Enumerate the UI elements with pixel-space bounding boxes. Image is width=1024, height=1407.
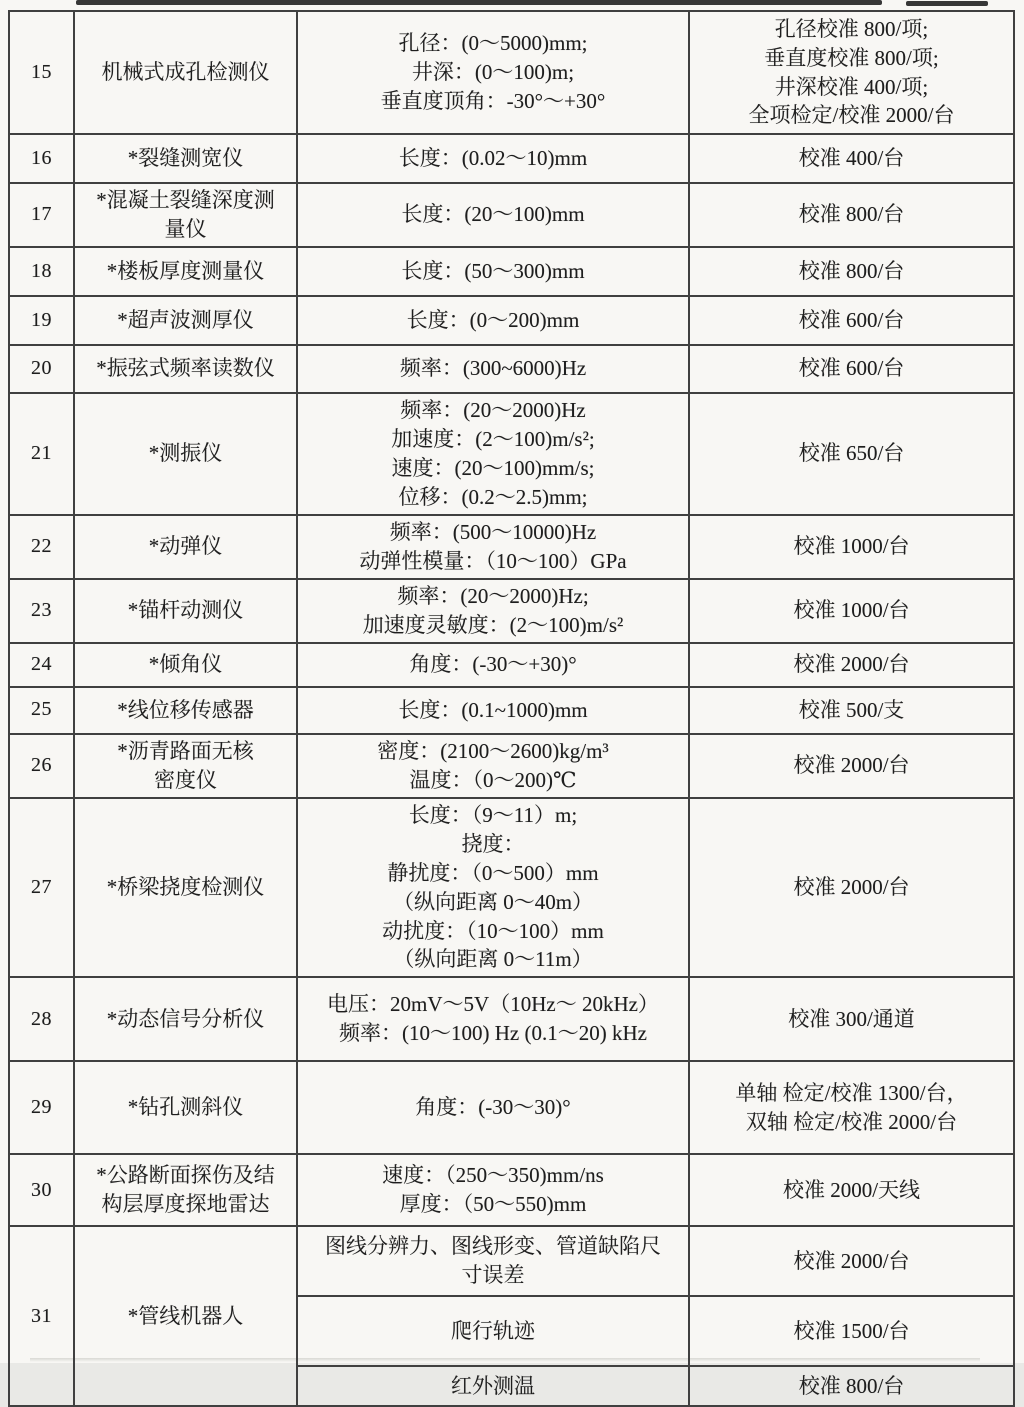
calibration-fee-table (8, 10, 1015, 1407)
table-row (9, 11, 1014, 134)
fee-standard: 校准 800/台 (689, 1366, 1014, 1406)
instrument-name: *混凝土裂缝深度测 量仪 (74, 183, 297, 247)
measurement-range: 长度：（9～11）m; 挠度： 静扰度：（0～500）mm （纵向距离 0～40m） 动扰度：（10～100）mm （纵向距离 0～11m） (297, 798, 689, 978)
measurement-range: 长度：(0.1~1000)mm (297, 687, 689, 734)
table-row (9, 134, 1014, 183)
fee-standard: 校准 1500/台 (689, 1296, 1014, 1366)
fee-standard: 校准 2000/台 (689, 798, 1014, 978)
fee-standard: 校准 500/支 (689, 687, 1014, 734)
measurement-range: 长度：(0～200)mm (297, 296, 689, 345)
fee-standard: 校准 2000/台 (689, 734, 1014, 798)
measurement-range: 速度：（250～350)mm/ns 厚度：（50～550)mm (297, 1154, 689, 1226)
fee-standard: 校准 600/台 (689, 296, 1014, 345)
table-row (9, 798, 1014, 978)
instrument-name: *桥梁挠度检测仪 (74, 798, 297, 978)
fee-standard: 校准 2000/台 (689, 643, 1014, 687)
scan-artifact-bar (76, 0, 882, 5)
row-number: 24 (9, 643, 74, 687)
row-number: 30 (9, 1154, 74, 1226)
fee-standard: 孔径校准 800/项; 垂直度校准 800/项; 井深校准 400/项; 全项检定/校准 2000/台 (689, 11, 1014, 134)
instrument-name: *测振仪 (74, 393, 297, 515)
fee-standard: 校准 800/台 (689, 247, 1014, 296)
fee-standard: 校准 2000/天线 (689, 1154, 1014, 1226)
table-row (9, 1154, 1014, 1226)
fee-standard: 校准 650/台 (689, 393, 1014, 515)
scan-artifact-bar (906, 1, 988, 6)
instrument-name: *管线机器人 (74, 1226, 297, 1406)
instrument-name: *公路断面探伤及结 构层厚度探地雷达 (74, 1154, 297, 1226)
instrument-name: *沥青路面无核 密度仪 (74, 734, 297, 798)
measurement-range: 频率：(500～10000)Hz 动弹性模量：（10～100）GPa (297, 515, 689, 579)
fee-standard: 单轴 检定/校准 1300/台， 双轴 检定/校准 2000/台 (689, 1061, 1014, 1154)
measurement-range: 频率：(20～2000)Hz; 加速度灵敏度：(2～100)m/s² (297, 579, 689, 643)
table-row (9, 183, 1014, 247)
table-row (9, 296, 1014, 345)
row-number: 27 (9, 798, 74, 978)
table-row (9, 977, 1014, 1061)
fee-standard: 校准 400/台 (689, 134, 1014, 183)
fee-standard: 校准 2000/台 (689, 1226, 1014, 1296)
measurement-range: 频率：(300~6000)Hz (297, 345, 689, 393)
table-row (9, 393, 1014, 515)
row-number: 23 (9, 579, 74, 643)
table-row (9, 643, 1014, 687)
row-number: 18 (9, 247, 74, 296)
measurement-range: 长度：(50～300)mm (297, 247, 689, 296)
instrument-name: *动态信号分析仪 (74, 977, 297, 1061)
measurement-range: 密度：(2100～2600)kg/m³ 温度：（0～200)℃ (297, 734, 689, 798)
instrument-name: 机械式成孔检测仪 (74, 11, 297, 134)
row-number: 19 (9, 296, 74, 345)
measurement-range: 角度：(-30～30)° (297, 1061, 689, 1154)
measurement-range: 长度：(0.02～10)mm (297, 134, 689, 183)
instrument-name: *振弦式频率读数仪 (74, 345, 297, 393)
table-row (9, 247, 1014, 296)
table-row (9, 1226, 1014, 1296)
measurement-range: 图线分辨力、图线形变、管道缺陷尺 寸误差 (297, 1226, 689, 1296)
instrument-name: *裂缝测宽仪 (74, 134, 297, 183)
row-number: 29 (9, 1061, 74, 1154)
table-row (9, 345, 1014, 393)
row-number: 15 (9, 11, 74, 134)
measurement-range: 电压：20mV～5V（10Hz～ 20kHz） 频率：(10～100) Hz (0.1～20) kHz (297, 977, 689, 1061)
row-number: 26 (9, 734, 74, 798)
measurement-range: 角度：(-30～+30)° (297, 643, 689, 687)
row-number: 31 (9, 1226, 74, 1406)
fee-standard: 校准 800/台 (689, 183, 1014, 247)
instrument-name: *线位移传感器 (74, 687, 297, 734)
table-row (9, 1061, 1014, 1154)
measurement-range: 红外测温 (297, 1366, 689, 1406)
measurement-range: 爬行轨迹 (297, 1296, 689, 1366)
row-number: 21 (9, 393, 74, 515)
measurement-range: 长度：(20～100)mm (297, 183, 689, 247)
table-row (9, 579, 1014, 643)
row-number: 17 (9, 183, 74, 247)
instrument-name: *超声波测厚仪 (74, 296, 297, 345)
instrument-name: *楼板厚度测量仪 (74, 247, 297, 296)
measurement-range: 孔径：(0～5000)mm; 井深：(0～100)m; 垂直度顶角：-30°～+30° (297, 11, 689, 134)
table-row (9, 515, 1014, 579)
row-number: 25 (9, 687, 74, 734)
row-number: 20 (9, 345, 74, 393)
row-number: 22 (9, 515, 74, 579)
fee-standard: 校准 1000/台 (689, 515, 1014, 579)
fee-standard: 校准 1000/台 (689, 579, 1014, 643)
row-number: 16 (9, 134, 74, 183)
instrument-name: *锚杆动测仪 (74, 579, 297, 643)
fee-standard: 校准 600/台 (689, 345, 1014, 393)
instrument-name: *钻孔测斜仪 (74, 1061, 297, 1154)
fee-standard: 校准 300/通道 (689, 977, 1014, 1061)
instrument-name: *倾角仪 (74, 643, 297, 687)
row-number: 28 (9, 977, 74, 1061)
measurement-range: 频率：(20～2000)Hz 加速度：(2～100)m/s²; 速度：(20～100)mm/s; 位移：(0.2～2.5)mm; (297, 393, 689, 515)
instrument-name: *动弹仪 (74, 515, 297, 579)
table-row (9, 734, 1014, 798)
table-row (9, 687, 1014, 734)
